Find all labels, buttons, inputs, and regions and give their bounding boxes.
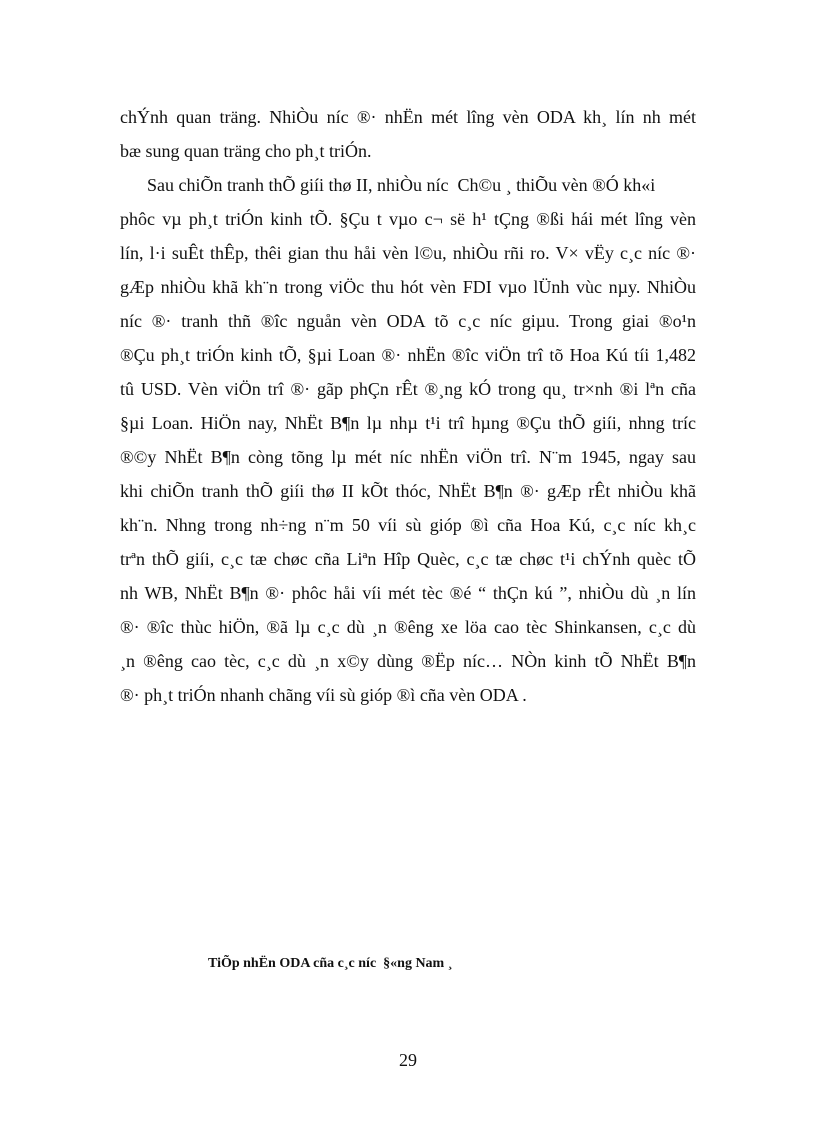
text-line: §µi Loan. HiÖn nay, NhËt B¶n lµ nhµ t¹i trî hµng ®Çu thÕ giíi, nhng tríc — [120, 413, 696, 433]
text-line: trªn thÕ giíi, c¸c tæ chøc cña Liªn Hîp Quèc, c¸c tæ chøc t¹i chÝnh quèc tÕ — [120, 549, 696, 569]
text-line: ¸n ®êng cao tèc, c¸c dù ¸n x©y dùng ®Ëp níc… NÒn kinh tÕ NhËt B¶n — [120, 651, 696, 671]
page-number: 29 — [399, 1050, 417, 1070]
text-line: chÝnh quan träng. NhiÒu níc ®· nhËn mét lîng vèn ODA kh¸ lín nh mét — [120, 107, 696, 127]
text-line: níc ®· tranh thñ ®îc nguån vèn ODA tõ c¸c níc giµu. Trong giai ®o¹n — [120, 311, 696, 331]
text-line: phôc vµ ph¸t triÓn kinh tÕ. §Çu t vµo c¬ së h¹ tÇng ®ßi hái mét lîng vèn — [120, 209, 696, 229]
text-line: ®©y NhËt B¶n còng tõng lµ mét níc nhËn viÖn trî. N¨m 1945, ngay sau — [120, 447, 696, 467]
text-line: Sau chiÕn tranh thÕ giíi thø II, nhiÒu níc Ch©u ¸ thiÕu vèn ®Ó kh«i — [120, 175, 656, 195]
text-line: bæ sung quan träng cho ph¸t triÓn. — [120, 141, 372, 161]
section-caption: TiÕp nhËn ODA cña c¸c níc §«ng Nam ¸ — [208, 956, 453, 971]
text-line: khi chiÕn tranh thÕ giíi thø II kÕt thóc, NhËt B¶n ®· gÆp rÊt nhiÒu khã — [120, 481, 696, 501]
text-line: tû USD. Vèn viÖn trî ®· gãp phÇn rÊt ®¸ng kÓ trong qu¸ tr×nh ®i lªn cña — [120, 379, 696, 399]
text-line: ®· ph¸t triÓn nhanh chãng víi sù gióp ®ì cña vèn ODA . — [120, 685, 527, 705]
text-line: ®Çu ph¸t triÓn kinh tÕ, §µi Loan ®· nhËn ®îc viÖn trî tõ Hoa Kú tíi 1,482 — [120, 345, 696, 365]
body-text — [120, 100, 696, 712]
text-line: lín, l·i suÊt thÊp, thêi gian thu håi vèn l©u, nhiÒu rñi ro. V× vËy c¸c níc ®· — [120, 243, 696, 263]
text-line: kh¨n. Nhng trong nh÷ng n¨m 50 víi sù gióp ®ì cña Hoa Kú, c¸c níc kh¸c — [120, 515, 696, 535]
text-line: ®· ®îc thùc hiÖn, ®ã lµ c¸c dù ¸n ®êng xe löa cao tèc Shinkansen, c¸c dù — [120, 617, 696, 637]
text-line: nh WB, NhËt B¶n ®· phôc håi víi mét tèc ®é “ thÇn kú ”, nhiÒu dù ¸n lín — [120, 583, 696, 603]
text-line: gÆp nhiÒu khã kh¨n trong viÖc thu hót vèn FDI vµo lÜnh vùc nµy. NhiÒu — [120, 277, 696, 297]
